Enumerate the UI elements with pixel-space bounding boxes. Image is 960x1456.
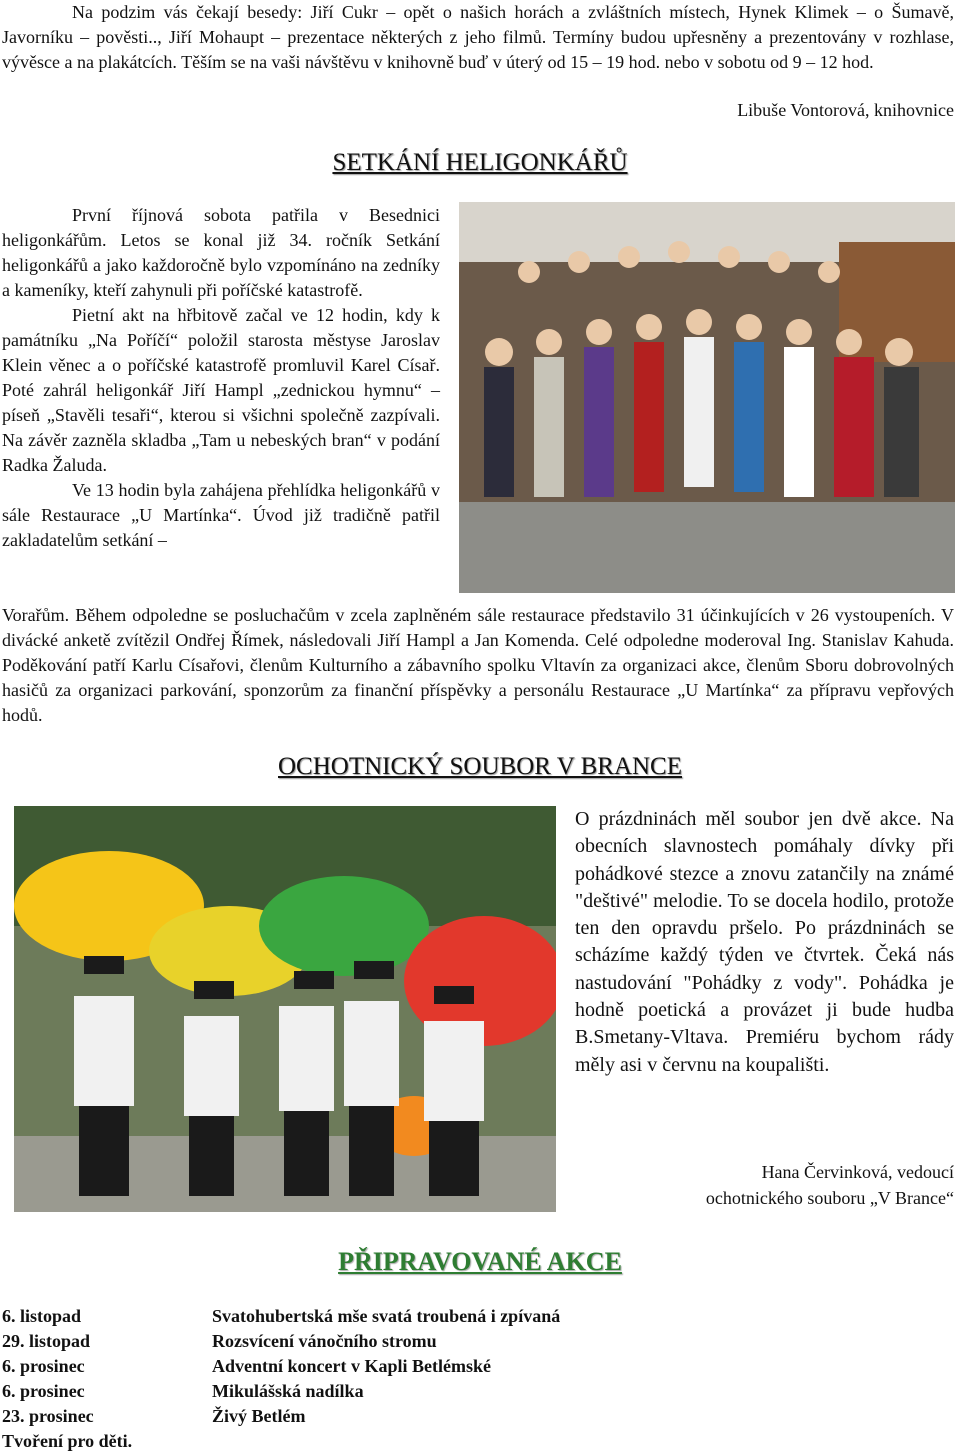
setkani-paragraph-3: Ve 13 hodin byla zahájena přehlídka heligonkářů v sále Restaurace „U Martínka“. Úvod již tradičně patřil zakladatelům setkání – [2,480,440,550]
intro-paragraph: Na podzim vás čekají besedy: Jiří Cukr – opět o našich horách a zvláštních místech, Hynek Klimek – o Šumavě, Javorníku – pověsti.., Jiří Mohaupt – prezentace některých z jeho filmů. Termíny budou upřesněny a prezentovány v rozhlase, vývěsce a na plakátcích. Těším se na vaši návštěvu v knihovně buď v úterý od 15 – 19 hod. nebo v sobotu od 9 – 12 hod. [2,2,954,72]
event-date: 23. prosinec [2,1406,94,1426]
event-date: 6. prosinec [2,1356,85,1376]
signature-line-2: ochotnického souboru „V Brance“ [705,1188,954,1208]
librarian-signature: Libuše Vontorová, knihovnice [737,100,954,120]
event-date: 6. listopad [2,1306,82,1326]
event-row [2,1379,952,1404]
setkani-paragraph-2: Pietní akt na hřbitově začal ve 12 hodin, kdy k památníku „Na Poříčí“ položil starosta městyse Jaroslav Klein věnec a o poříčské katastrofě promluvil Karel Císař. Poté zahrál heligonkář Jiří Hampl „zednickou hymnu“ – píseň „Stavěli tesaři“, kterou si všichni společně zazpívali. Na závěr zazněla skladba „Tam u nebeských bran“ v podání Radka Žaluda. [2,305,440,475]
ochotnici-paragraph: O prázdninách měl soubor jen dvě akce. Na obecních slavnostech pomáhaly dívky při pohádkové stezce a znovu zatančily na známé "deštivé" melodie. To se docela hodilo, protože ten den opravdu pršelo. Po prázdninách se scházíme každý týden ve čtvrtek. Čeká nás nastudování "Pohádky z vody". Pohádka je hodně poetická a provázet ji bude hudba B.Smetany-Vltava. Premiéru bychom rády měly asi v červnu na koupališti. [575,808,954,1076]
event-name: Rozsvícení vánočního stromu [212,1331,437,1351]
event-name: Adventní koncert v Kapli Betlémské [212,1356,491,1376]
event-row [2,1329,952,1354]
photo-umbrella-dancers [14,806,556,1212]
ochotnici-signature [560,1159,954,1211]
heading-akce: PŘIPRAVOVANÉ AKCE [338,1247,622,1276]
event-row [2,1404,952,1429]
event-date: 29. listopad [2,1331,91,1351]
heading-setkani: SETKÁNÍ HELIGONKÁŘŮ [332,149,628,176]
signature-line-1: Hana Červinková, vedoucí [761,1162,954,1182]
event-date: 6. prosinec [2,1381,85,1401]
setkani-column [2,203,440,553]
setkani-paragraph-4: Vorařům. Během odpoledne se posluchačům v zcela zaplněném sále restaurace představilo 31 účinkujících v 26 vystoupeních. V divácké anketě zvítězil Ondřej Římek, následovali Jiří Hampl a Jan Komenda. Celé odpoledne moderoval Ing. Stanislav Kahuda. Poděkování patří Karlu Císařovi, členům Kulturního a zábavního spolku Vltavín za organizaci akce, členům Sboru dobrovolných hasičů za organizaci parkování, sponzorům za finanční příspěvky a personálu Restaurace „U Martínka“ za přípravu vepřových hodů. [2,605,954,725]
events-footer: Tvoření pro děti. [2,1431,133,1451]
event-name: Mikulášská nadílka [212,1381,364,1401]
event-name: Svatohubertská mše svatá troubená i zpívaná [212,1306,561,1326]
event-row [2,1304,952,1329]
photo-heligonkari-group [459,202,955,593]
event-row [2,1354,952,1379]
setkani-paragraph-1: První říjnová sobota patřila v Besednici heligonkářům. Letos se konal již 34. ročník Setkání heligonkářů a jako každoročně bylo vzpomínáno na zedníky a kameníky, kteří zahynuli při poříčské katastrofě. [2,205,440,300]
event-name: Živý Betlém [212,1406,306,1426]
heading-ochotnici: OCHOTNICKÝ SOUBOR V BRANCE [278,753,682,780]
events-list [2,1304,952,1454]
